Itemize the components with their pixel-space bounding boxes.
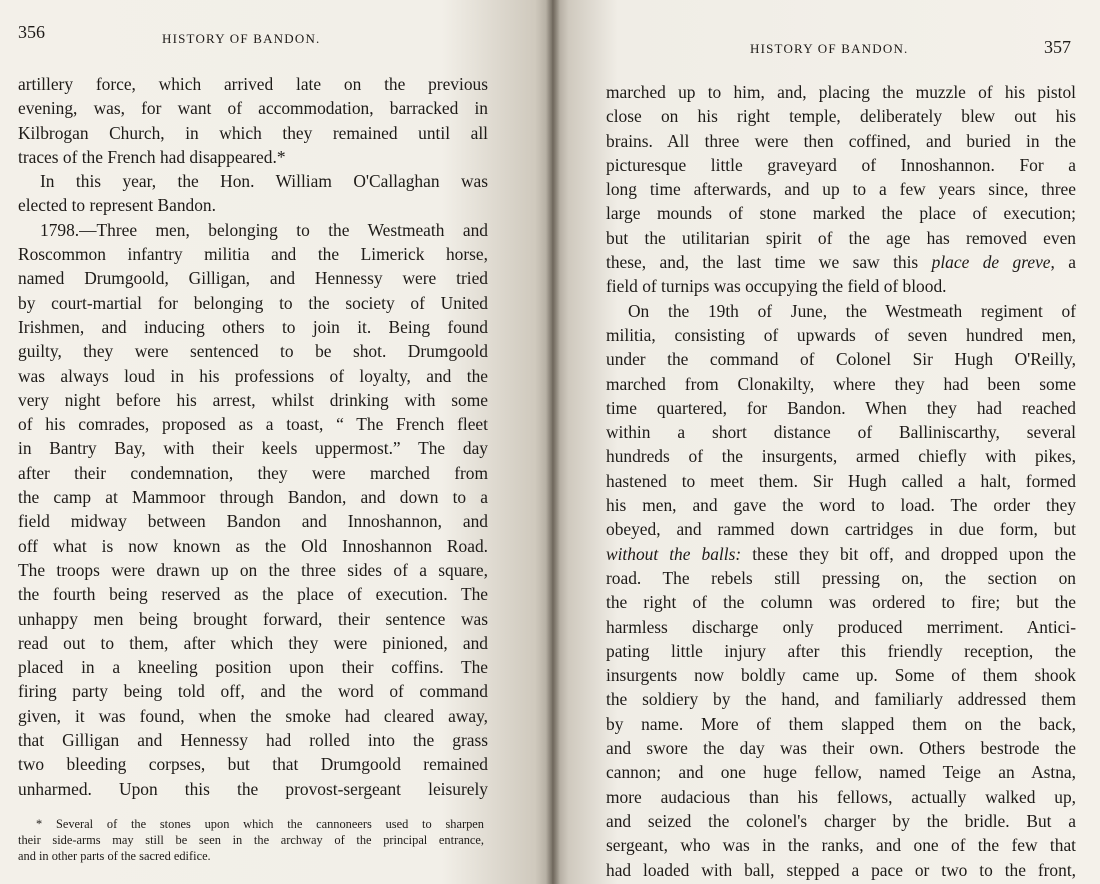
text-line: the fourth being reserved as the place of execution. The (18, 584, 488, 605)
text-line: of his comrades, proposed as a toast, “ The French fleet (18, 414, 488, 435)
text-line: In this year, the Hon. William O'Callaghan was (40, 171, 488, 192)
text-line: pating little injury after this friendly reception, the (606, 640, 1076, 661)
text-line: long time afterwards, and up to a few years since, three (606, 179, 1076, 200)
text-line: picturesque little graveyard of Innoshannon. For a (606, 154, 1076, 175)
text-line: within a short distance of Balliniscarthy, several (606, 422, 1076, 443)
text-line: time quartered, for Bandon. When they had reached (606, 397, 1076, 418)
text-line: Irishmen, and inducing others to join it. Being found (18, 316, 488, 337)
text-line: evening, was, for want of accommodation, barracked in (18, 98, 488, 119)
text-line: unhappy men being brought forward, their sentence was (18, 608, 488, 629)
text-line: and seized the colonel's charger by the bridle. But a (606, 810, 1076, 831)
text-line: his men, and gave the word to load. The order they (606, 495, 1076, 516)
text-line: their side-arms may still be seen in the archway of the principal entrance, (18, 833, 484, 847)
text-line: that Gilligan and Hennessy had rolled into the grass (18, 730, 488, 751)
text-line: in Bantry Bay, with their keels uppermost.” The day (18, 438, 488, 459)
text-line: more audacious than his fellows, actually walked up, (606, 786, 1076, 807)
text-line: road. The rebels still pressing on, the section on (606, 567, 1076, 588)
text-line: On the 19th of June, the Westmeath regiment of (628, 300, 1076, 321)
text-line: The troops were drawn up on the three sides of a square, (18, 559, 488, 580)
text-line: after their condemnation, they were marched from (18, 462, 488, 483)
text-line: was always loud in his professions of loyalty, and the (18, 365, 488, 386)
text-line: unharmed. Upon this the provost-sergeant leisurely (18, 778, 488, 799)
text-line: obeyed, and rammed down cartridges in due form, but (606, 519, 1076, 540)
text-line: insurgents now boldly came up. Some of them shook (606, 665, 1076, 686)
running-header: HISTORY OF BANDON. (750, 41, 909, 56)
text-line: marched from Clonakilty, where they had been some (606, 373, 1076, 394)
footnote (18, 816, 484, 864)
text-line: marched up to him, and, placing the muzzle of his pistol (606, 82, 1076, 102)
text-line: guilty, they were sentenced to be shot. Drumgoold (18, 341, 488, 362)
text-line: cannon; and one huge fellow, named Teige an Astna, (606, 762, 1076, 783)
text-line: sergeant, who was in the ranks, and one of the few that (606, 835, 1076, 856)
text-line: by name. More of them slapped them on the back, (606, 713, 1076, 734)
text-line: had loaded with ball, stepped a pace or two to the front, (606, 859, 1076, 880)
page-body (18, 72, 488, 801)
text-line: the soldiery by the hand, and familiarly addressed them (606, 689, 1076, 710)
running-header: HISTORY OF BANDON. (162, 31, 321, 46)
text-line: under the command of Colonel Sir Hugh O'Reilly, (606, 349, 1076, 370)
text-line: by court-martial for belonging to the society of United (18, 292, 488, 313)
text-line: and in other parts of the sacred edifice. (18, 849, 211, 863)
text-line: named Drumgoold, Gilligan, and Hennessy were tried (18, 268, 488, 289)
text-line: off what is now known as the Old Innoshannon Road. (18, 535, 488, 556)
text-line: elected to represent Bandon. (18, 195, 216, 216)
text-line: field of turnips was occupying the field of blood. (606, 276, 947, 297)
text-line: given, it was found, when the smoke had cleared away, (18, 705, 488, 726)
text-line: harmless discharge only produced merriment. Antici- (606, 616, 1076, 637)
text-line: and swore the day was their own. Others bestrode the (606, 738, 1076, 759)
text-line: hastened to meet them. Sir Hugh called a halt, formed (606, 470, 1076, 491)
text-line: traces of the French had disappeared.* (18, 146, 286, 167)
text-line: Kilbrogan Church, in which they remained until all (18, 122, 488, 143)
text-line: read out to them, after which they were pinioned, and (18, 632, 488, 653)
right-page (552, 0, 1100, 884)
text-line: placed in a kneeling position upon their coffins. The (18, 657, 488, 678)
page-number: 357 (1044, 37, 1071, 57)
text-line: firing party being told off, and the word of command (18, 681, 488, 702)
text-line: Roscommon infantry militia and the Limerick horse, (18, 244, 488, 265)
text-line: but the utilitarian spirit of the age has removed even (606, 227, 1076, 248)
book-gutter (546, 0, 560, 884)
page-body (606, 80, 1076, 882)
page-number: 356 (18, 22, 45, 42)
text-line: the right of the column was ordered to fire; but the (606, 592, 1076, 613)
text-line: brains. All three were then coffined, and buried in the (606, 130, 1076, 151)
text-line: artillery force, which arrived late on the previous (18, 74, 488, 94)
text-line: these, and, the last time we saw this place de greve, a (606, 252, 1076, 273)
text-line: hundreds of the insurgents, armed chiefly with pikes, (606, 446, 1076, 467)
text-line: very night before his arrest, whilst drinking with some (18, 389, 488, 410)
text-line: 1798.—Three men, belonging to the Westmeath and (40, 219, 488, 240)
text-line: the camp at Mammoor through Bandon, and down to a (18, 487, 488, 508)
text-line: large mounds of stone marked the place of execution; (606, 203, 1076, 224)
text-line: * Several of the stones upon which the cannoneers used to sharpen (36, 817, 484, 831)
text-line: two bleeding corpses, but that Drumgoold remained (18, 754, 488, 775)
text-line: militia, consisting of upwards of seven hundred men, (606, 324, 1076, 345)
text-line: close on his right temple, deliberately blew out his (606, 106, 1076, 127)
text-line: field midway between Bandon and Innoshannon, and (18, 511, 488, 532)
text-line: without the balls: these they bit off, and dropped upon the (606, 543, 1076, 564)
